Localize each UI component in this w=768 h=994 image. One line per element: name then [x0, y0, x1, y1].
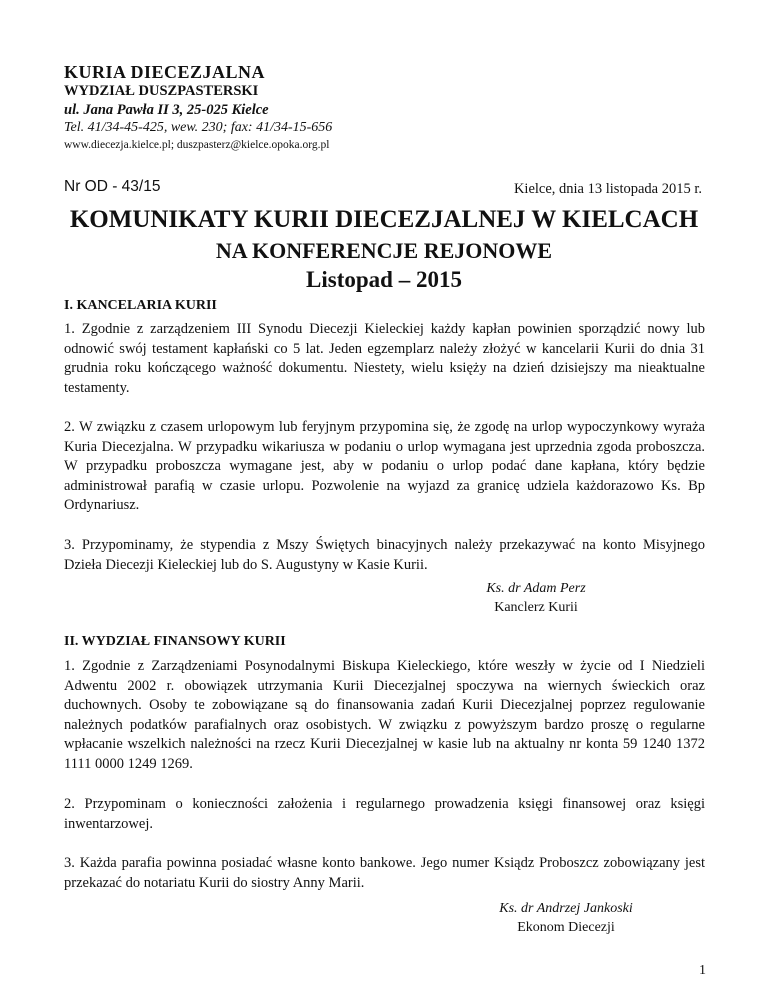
- section1-signature-role: Kanclerz Kurii: [494, 600, 578, 615]
- document-date: Kielce, dnia 13 listopada 2015 r.: [513, 181, 702, 197]
- section2-paragraph-1: 1. Zgodnie z Zarządzeniami Posynodalnymi Biskupa Kieleckiego, które weszły w życie od I Niedzieli Adwentu 2002 r. obowiązek utrzymania Kurii Diecezjalnej spoczywa na wiernych świeckich oraz duchownych. Osoby te zobowiązane są do finansowania zadań Kurii Diecezjalnej poprzez regulowanie należnych podatków parafialnych oraz osobistych. W związku z powyższym bardzo proszę o regularne wpłacanie wszelkich należności na rzecz Kurii Diecezjalnej w kasie lub na aktualny nr konta 59 1240 1372 1111 0000 1249 1269.: [64, 658, 705, 772]
- header-phone: Tel. 41/34-45-425, wew. 230; fax: 41/34-15-656: [64, 120, 333, 135]
- section2-heading: II. WYDZIAŁ FINANSOWY KURII: [64, 634, 286, 649]
- header-org: KURIA DIECEZJALNA: [64, 62, 266, 82]
- page-number: 1: [699, 963, 706, 978]
- section2-signature-role: Ekonom Diecezji: [517, 920, 615, 935]
- title-line-2: NA KONFERENCJE REJONOWE: [215, 238, 553, 263]
- title-line-1: KOMUNIKATY KURII DIECEZJALNEJ W KIELCACH: [69, 206, 699, 233]
- section2-signature: [446, 899, 686, 937]
- header-address: ul. Jana Pawła II 3, 25-025 Kielce: [64, 102, 269, 118]
- section1-paragraph-1: 1. Zgodnie z zarządzeniem III Synodu Diecezji Kieleckiej każdy kapłan powinien sporządzić nowy lub odnowić swój testament kapłański co 5 lat. Jeden egzemplarz należy złożyć w kancelarii Kurii do dnia 31 grudnia roku kończącego ważność dokumentu. Niestety, wielu księży na dzień dzisiejszy ma nieaktualne testamenty.: [64, 321, 705, 396]
- section1-paragraph-2: 2. W związku z czasem urlopowym lub feryjnym przypomina się, że zgodę na urlop wypoczynkowy wyraża Kuria Diecezjalna. W przypadku wikariusza w podaniu o urlop wymagana jest uprzednia zgoda proboszcza. W przypadku proboszcza wymagane jest, aby w podaniu o urlop podać dane kapłana, który będzie administrował parafią w czasie urlopu. Pozwolenie na wyjazd za granicę udziela każdorazowo Ks. Bp Ordynariusz.: [64, 419, 705, 513]
- section2-paragraph-3: 3. Każda parafia powinna posiadać własne konto bankowe. Jego numer Ksiądz Proboszcz zobowiązany jest przekazać do notariatu Kurii do siostry Anny Marii.: [64, 855, 705, 891]
- section1-heading: I. KANCELARIA KURII: [64, 298, 217, 313]
- section2-paragraph-2: 2. Przypominam o konieczności założenia i regularnego prowadzenia księgi finansowej oraz księgi inwentarzowej.: [64, 796, 705, 832]
- header-web: www.diecezja.kielce.pl; duszpasterz@kielce.opoka.org.pl: [64, 139, 330, 151]
- section1-signature-name: Ks. dr Adam Perz: [486, 581, 586, 596]
- section1-signature: [416, 579, 656, 617]
- ref-number: Nr OD - 43/15: [64, 178, 161, 195]
- section2-signature-name: Ks. dr Andrzej Jankoski: [499, 901, 633, 916]
- title-line-3: Listopad – 2015: [306, 267, 462, 292]
- section1-paragraph-3: 3. Przypominamy, że stypendia z Mszy Świętych binacyjnych należy przekazywać na konto Misyjnego Dzieła Diecezji Kieleckiej lub do S. Augustyny w Kasie Kurii.: [64, 537, 705, 573]
- header-dept: WYDZIAŁ DUSZPASTERSKI: [64, 83, 259, 99]
